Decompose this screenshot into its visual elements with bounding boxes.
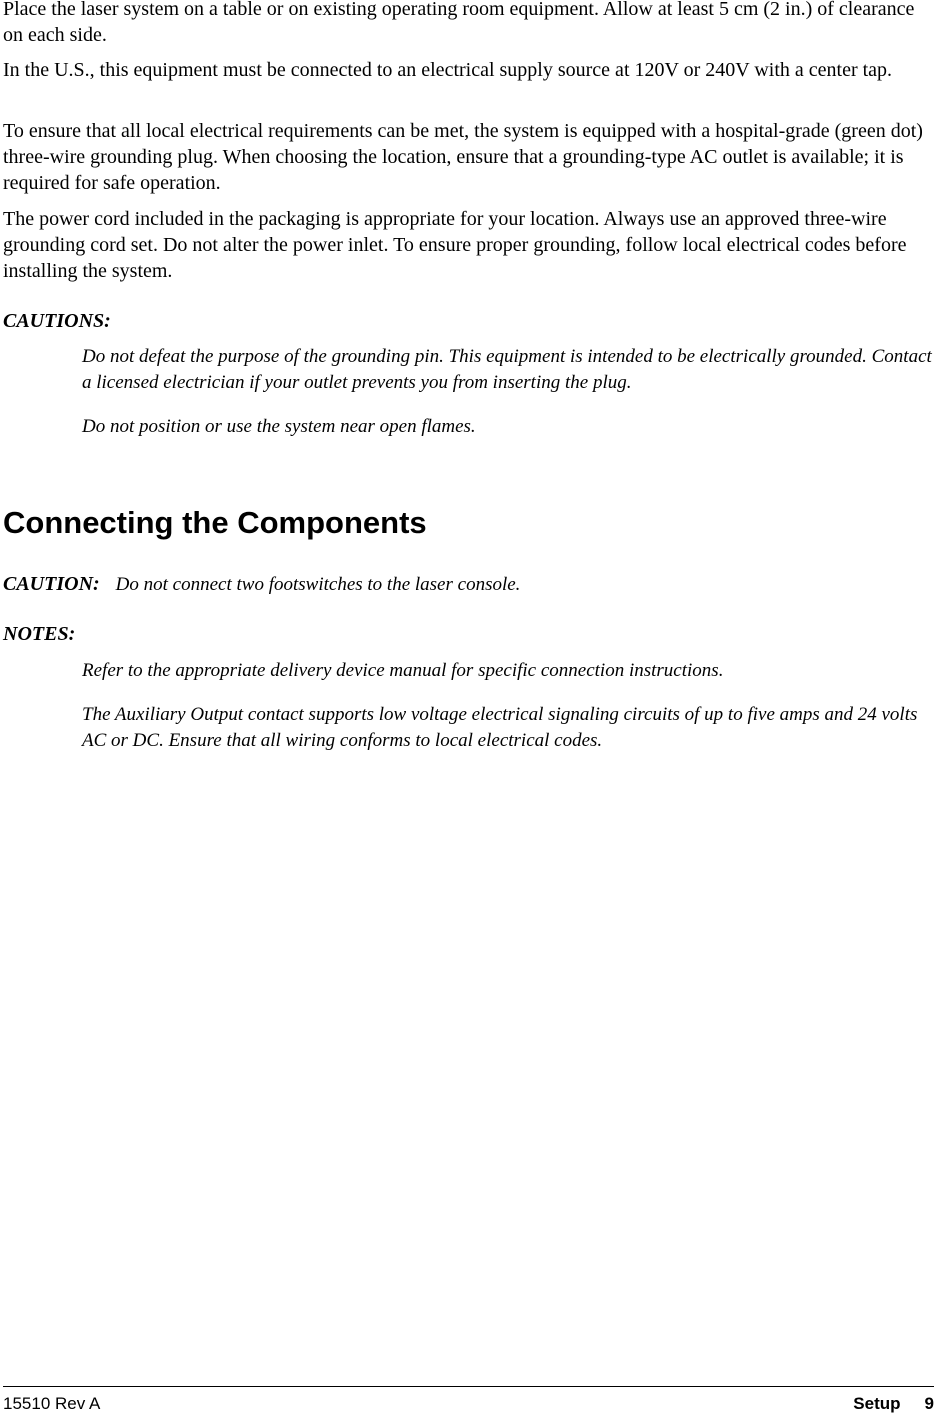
caution-item-grounding-pin: Do not defeat the purpose of the grounding pin. This equipment is intended to be electrically grounded. Contact a licensed electrician if your outlet prevents you from inserting the plug. bbox=[82, 346, 932, 393]
paragraph-placement: Place the laser system on a table or on existing operating room equipment. Allow at least 5 cm (2 in.) of clearance on each side. bbox=[3, 0, 915, 46]
footer-doc-id: 15510 Rev A bbox=[3, 1394, 101, 1413]
caution-item-open-flames: Do not position or use the system near open flames. bbox=[82, 416, 476, 437]
section-heading: Connecting the Components bbox=[3, 505, 427, 540]
note-item-delivery-device: Refer to the appropriate delivery device manual for specific connection instructions. bbox=[82, 660, 724, 681]
note-item-auxiliary-output: The Auxiliary Output contact supports low voltage electrical signaling circuits of up to five amps and 24 volts AC or DC. Ensure that all wiring conforms to local electrical codes. bbox=[82, 704, 918, 751]
notes-label: NOTES: bbox=[3, 623, 76, 645]
footer-divider bbox=[3, 1386, 934, 1387]
footer-right-group bbox=[853, 1393, 934, 1415]
caution-label: CAUTION: bbox=[3, 573, 100, 595]
cautions-label: CAUTIONS: bbox=[3, 310, 111, 332]
paragraph-us-power: In the U.S., this equipment must be connected to an electrical supply source at 120V or 240V with a center tap. bbox=[3, 59, 893, 81]
caution-line bbox=[3, 571, 520, 598]
caution-text: Do not connect two footswitches to the laser console. bbox=[115, 574, 521, 595]
paragraph-grounding-plug: To ensure that all local electrical requirements can be met, the system is equipped with a hospital-grade (green dot) three-wire grounding plug. When choosing the location, ensure that a grounding-type AC outlet is available; it is required for safe operation. bbox=[3, 120, 923, 194]
footer-section-name: Setup bbox=[853, 1394, 901, 1413]
paragraph-power-cord: The power cord included in the packaging is appropriate for your location. Always use an approved three-wire grounding cord set. Do not alter the power inlet. To ensure proper grounding, follow local electrical codes before installing the system. bbox=[3, 208, 907, 282]
footer-page-number: 9 bbox=[924, 1394, 934, 1413]
